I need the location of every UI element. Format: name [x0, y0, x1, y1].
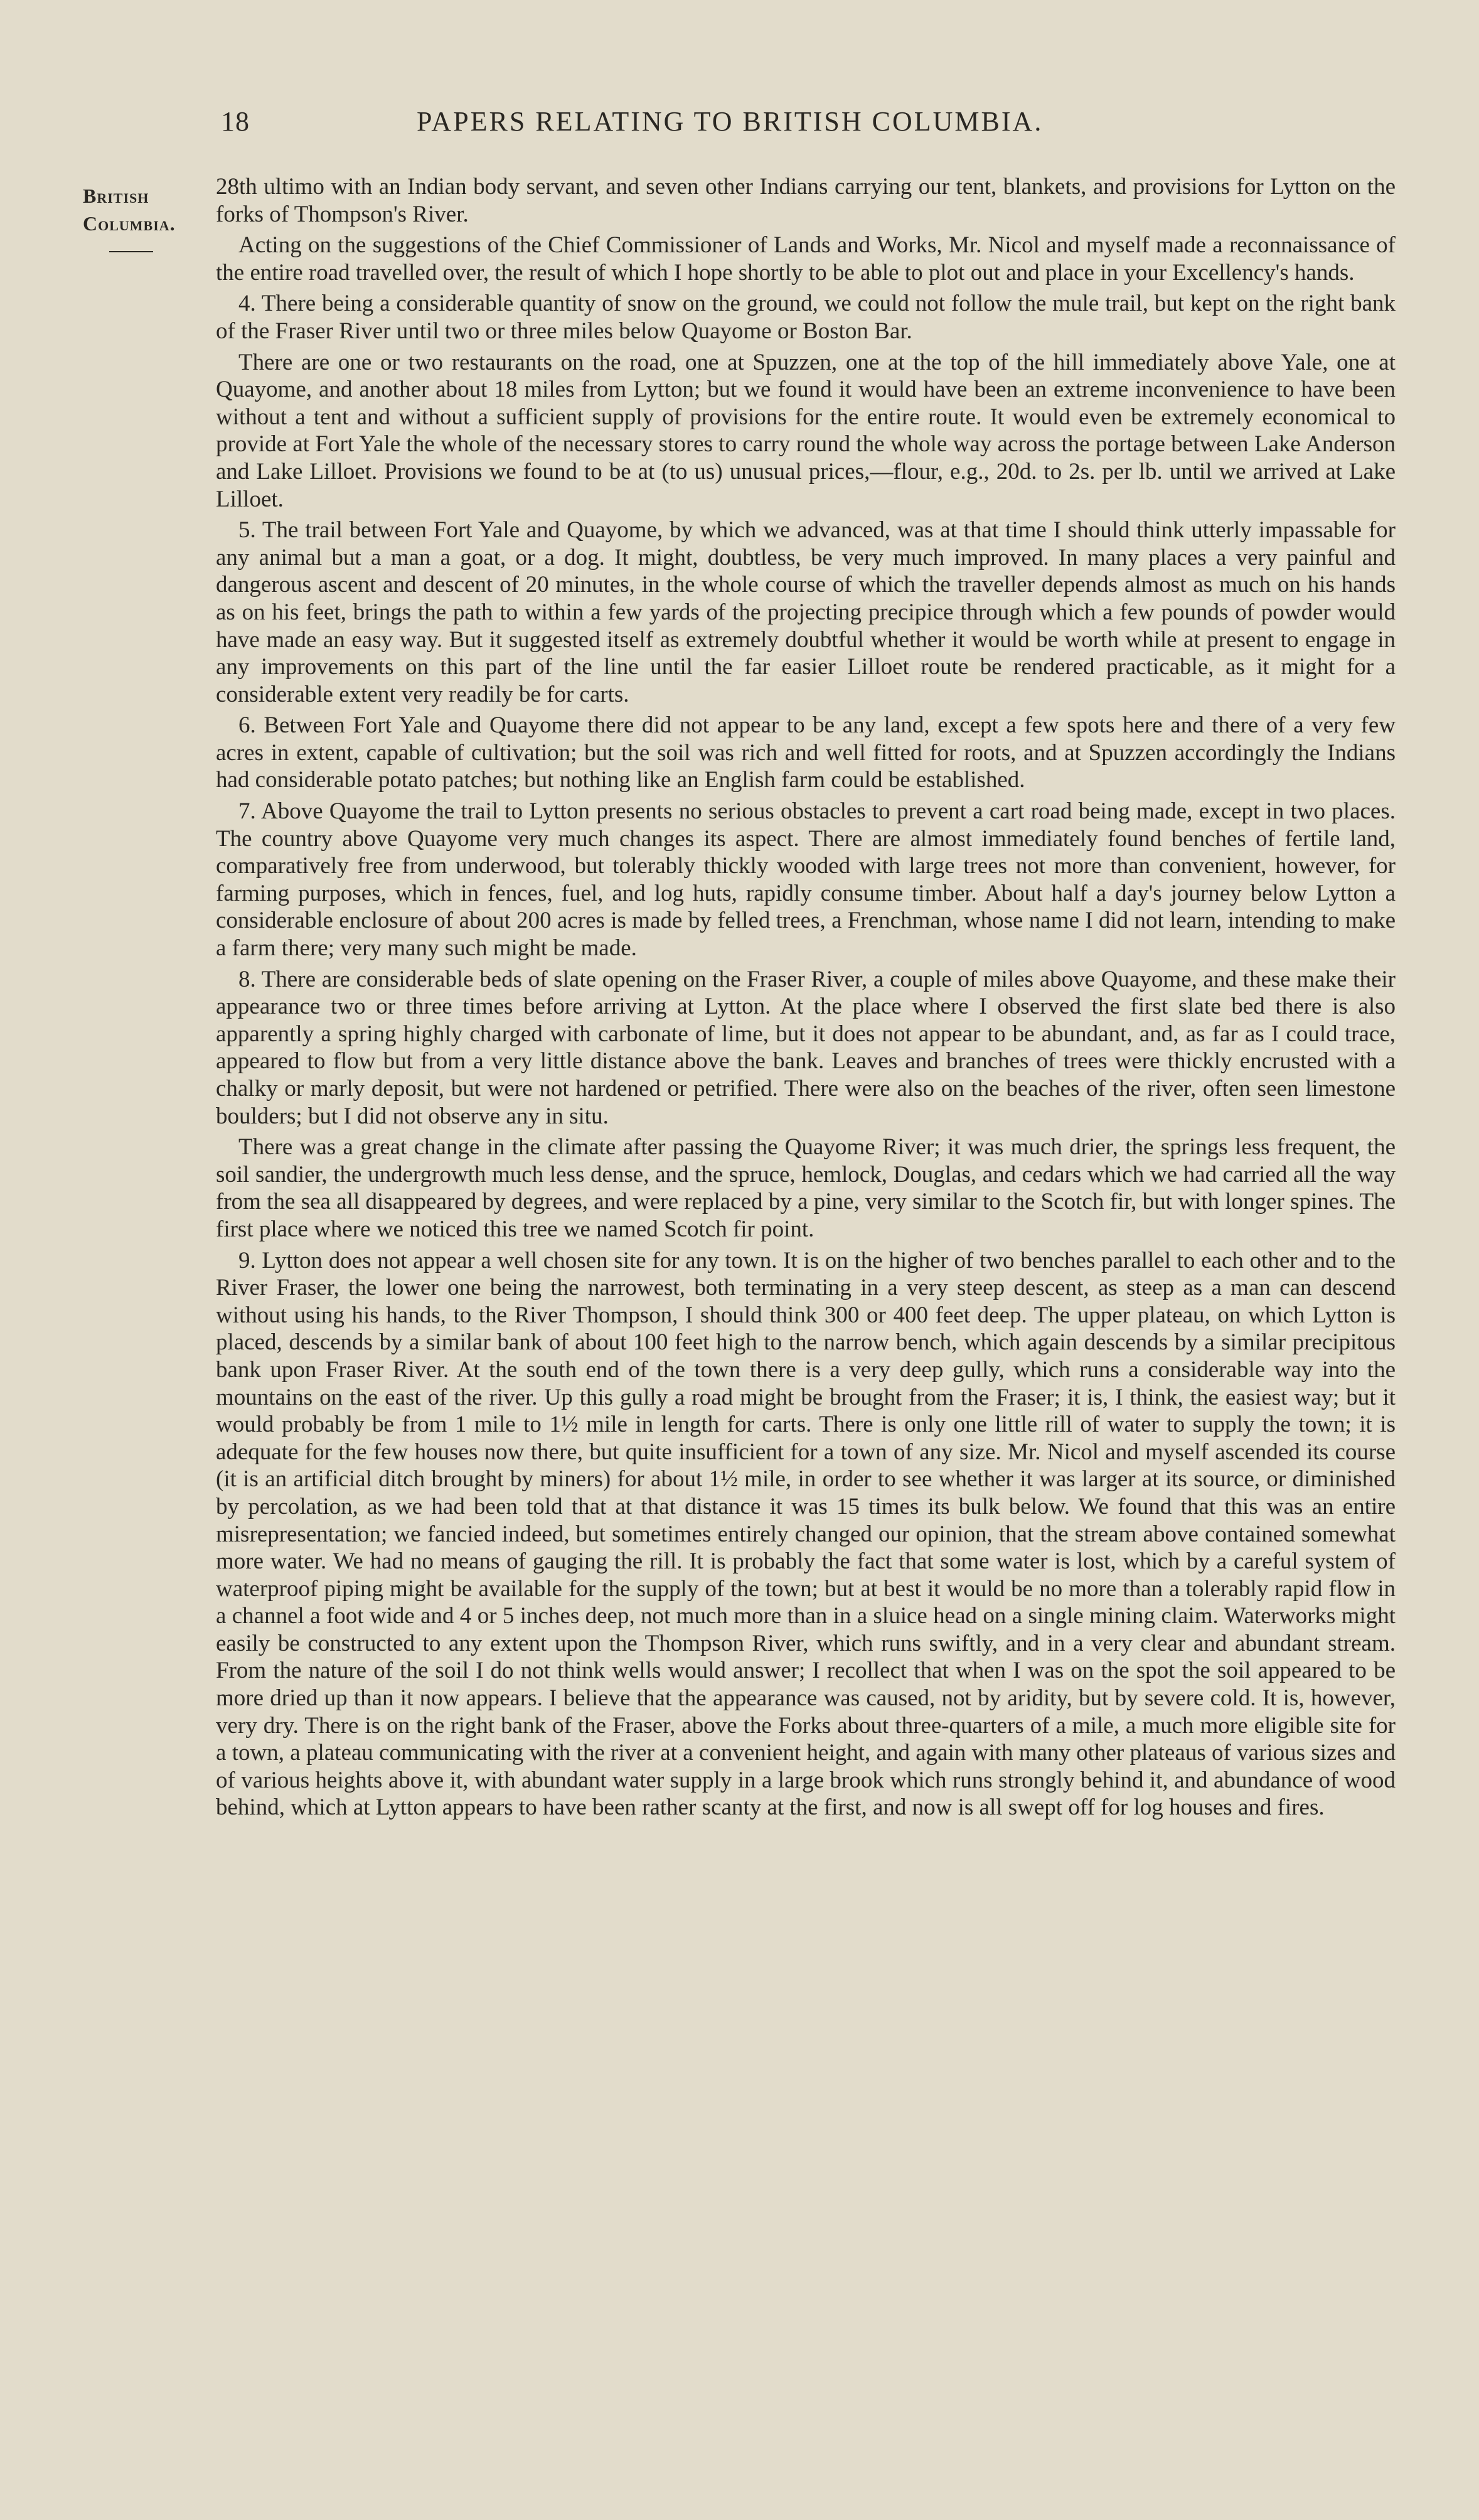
margin-note-line-2: Columbia. — [83, 212, 176, 235]
paragraph: 8. There are considerable beds of slate opening on the Fraser River, a couple of miles above Quayome, and these make their appearance two or three times before arriving at Lytton. At the place where I observed the first slate bed there is also apparently a spring highly charged with carbonate of lime, but it does not appear to be abundant, and, as far as I could trace, appeared to flow but from a very little distance above the bank. Leaves and branches of trees were thickly encrusted with a chalky or marly deposit, but were not hardened or petrified. There were also on the beaches of the river, often seen limestone boulders; but I did not observe any in situ. — [216, 966, 1396, 1129]
paragraph: 6. Between Fort Yale and Quayome there did not appear to be any land, except a few spots here and there of a very few acres in extent, capable of cultivation; but the soil was rich and well fitted for roots, and at Spuzzen accordingly the Indians had considerable potato patches; but nothing like an English farm could be established. — [216, 712, 1396, 793]
margin-rule — [109, 251, 153, 252]
paragraph: Acting on the suggestions of the Chief Commissioner of Lands and Works, Mr. Nicol and myself made a reconnaissance of the entire road travelled over, the result of which I hope shortly to be able to plot out and place in your Excellency's hands. — [216, 232, 1396, 286]
margin-note-line-1: British — [83, 185, 149, 207]
paragraph: 9. Lytton does not appear a well chosen site for any town. It is on the higher of two benches parallel to each other and to the River Fraser, the lower one being the narrowest, both terminating in a very steep descent, as steep as a man can descend without using his hands, to the River Thompson, I should think 300 or 400 feet deep. The upper plateau, on which Lytton is placed, descends by a similar bank of about 100 feet high to the narrow bench, which again descends by a similar precipitous bank upon Fraser River. At the south end of the town there is a very deep gully, which runs a considerable way into the mountains on the east of the river. Up this gully a road might be brought from the Fraser; it is, I think, the easiest way; but it would probably be from 1 mile to 1½ mile in length for carts. There is only one little rill of water to supply the town; it is adequate for the few houses now there, but quite insufficient for a town of any size. Mr. Nicol and myself ascended its course (it is an artificial ditch brought by miners) for about 1½ mile, in order to see whether it was larger at its source, or diminished by percolation, as we had been told that at that distance it was 15 times its bulk below. We found that this was an entire misrepresentation; we fancied indeed, but sometimes entirely changed our opinion, that the stream above contained somewhat more water. We had no means of gauging the rill. It is probably the fact that some water is lost, which by a careful system of waterproof piping might be available for the supply of the town; but at best it would be no more than a tolerably rapid flow in a channel a foot wide and 4 or 5 inches deep, not much more than in a sluice head on a single mining claim. Waterworks might easily be constructed to any extent upon the Thompson River, which runs swiftly, and in a very clear and abundant stream. From the nature of the soil I do not think wells would answer; I recollect that when I was on the spot the soil appeared to be more dried up than it now appears. I believe that the appearance was caused, not by aridity, but by severe cold. It is, however, very dry. There is on the right bank of the Fraser, above the Forks about three-quarters of a mile, a much more eligible site for a town, a plateau communicating with the river at a convenient height, and again with many other plateaus of various sizes and of various heights above it, with abundant water supply in a large brook which runs strongly behind it, and abundance of wood behind, which at Lytton appears to have been rather scanty at the first, and now is all swept off for log houses and fires. — [216, 1247, 1396, 1821]
paragraph: 5. The trail between Fort Yale and Quayome, by which we advanced, was at that time I should think utterly impassable for any animal but a man a goat, or a dog. It might, doubtless, be very much improved. In many places a very painful and dangerous ascent and descent of 20 minutes, in the whole course of which the traveller depends almost as much on his hands as on his feet, brings the path to within a few yards of the projecting precipice through which a few pounds of powder would have made an easy way. But it suggested itself as extremely doubtful whether it would be worth while at present to engage in any improvements on this part of the line until the far easier Lilloet route be rendered practicable, as it might for a considerable extent very readily be for carts. — [216, 517, 1396, 707]
body-text — [216, 173, 1396, 1825]
page-number: 18 — [221, 106, 250, 137]
paragraph: 28th ultimo with an Indian body servant, and seven other Indians carrying our tent, blankets, and provisions for Lytton on the forks of Thompson's River. — [216, 174, 1396, 227]
running-title: PAPERS RELATING TO BRITISH COLUMBIA. — [417, 106, 1044, 137]
paragraph: 7. Above Quayome the trail to Lytton presents no serious obstacles to prevent a cart road being made, except in two places. The country above Quayome very much changes its aspect. There are almost immediately found benches of fertile land, comparatively free from underwood, but tolerably thickly wooded with large trees not more than convenient, however, for farming purposes, which in fences, fuel, and log huts, rapidly consume timber. About half a day's journey below Lytton a considerable enclosure of about 200 acres is made by felled trees, a Frenchman, whose name I did not learn, intending to make a farm there; very many such might be made. — [216, 798, 1396, 962]
paragraph: There are one or two restaurants on the road, one at Spuzzen, one at the top of the hill immediately above Yale, one at Quayome, and another about 18 miles from Lytton; but we found it would have been an extreme inconvenience to have been without a tent and without a sufficient supply of provisions for the entire route. It would even be extremely economical to provide at Fort Yale the whole of the necessary stores to carry round the whole way across the portage between Lake Anderson and Lake Lilloet. Provisions we found to be at (to us) unusual prices,—flour, e.g., 20d. to 2s. per lb. until we arrived at Lake Lilloet. — [216, 349, 1396, 512]
paragraph: There was a great change in the climate after passing the Quayome River; it was much drier, the springs less frequent, the soil sandier, the undergrowth much less dense, and the spruce, hemlock, Douglas, and cedars which we had carried all the way from the sea all disappeared by degrees, and were replaced by a pine, very similar to the Scotch fir, but with longer spines. The first place where we noticed this tree we named Scotch fir point. — [216, 1134, 1396, 1242]
paragraph: 4. There being a considerable quantity of snow on the ground, we could not follow the mule trail, but kept on the right bank of the Fraser River until two or three miles below Quayome or Boston Bar. — [216, 291, 1396, 344]
margin-note — [83, 182, 208, 252]
